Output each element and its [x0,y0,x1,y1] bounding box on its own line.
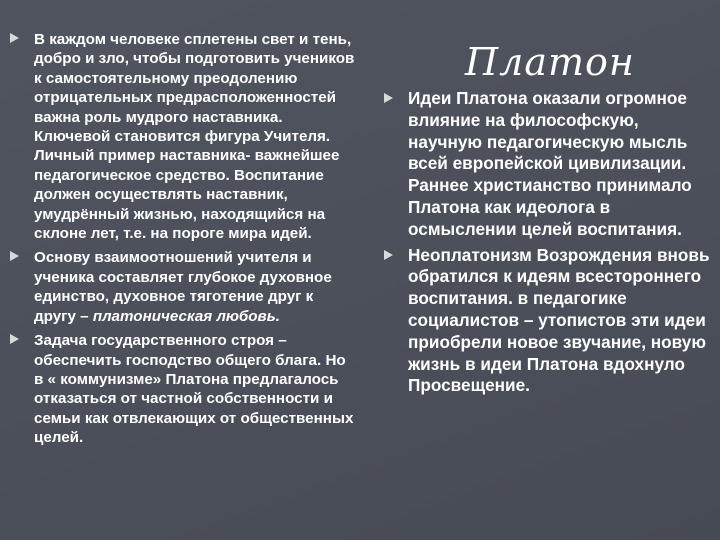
bullet-arrow-icon [384,250,393,260]
bullet-text: В каждом человеке сплетены свет и тень, добро и зло, чтобы подготовить учеников к самостоятельному преодолению отрицательных предрасположенностей важна роль мудрого наставника. Ключевой становится фигура Учителя. Личный пример наставника- важнейшее педагогическое средство. Воспитание должен осуществлять наставник, умудрённый жизнью, находящийся на склоне лет, т.е. на пороге мира идей. [34,31,355,243]
bullet-text: Неоплатонизм Возрождения вновь обратился к идеям всестороннего воспитания. в педагогике социалистов – утопистов эти идеи приобрели новое звучание, новую жизнь в идеи Платона вдохнуло Просвещение. [408,244,710,396]
bullet-arrow-icon [10,33,19,43]
bullet-arrow-icon [10,251,19,261]
left-column [10,30,355,453]
right-column [384,88,710,401]
bullet-item [10,331,355,447]
slide-title: Платон [465,40,635,84]
bullet-text: Идеи Платона оказали огромное влияние на философскую, научную педагогическую мысль всей европейской цивилизации. Раннее христианство принимало Платона как идеолога в осмыслении целей воспитания. [408,88,692,239]
bullet-item [384,88,710,241]
bullet-arrow-icon [384,93,393,103]
bullet-text: Основу взаимоотношений учителя и ученика составляет глубокое духовное единство, духовное тяготение друг к другу – [34,249,332,325]
bullet-item [384,245,710,398]
bullet-item [10,30,355,243]
bullet-item [10,248,355,326]
bullet-text: Задача государственного строя – обеспечить господство общего блага. Но в « коммунизме» Платона предлагалось отказаться от частной собственности и семьи как отвлекающих от общественных целей. [34,332,354,447]
bullet-arrow-icon [10,334,19,344]
bullet-italic-text: платоническая любовь. [92,307,280,325]
